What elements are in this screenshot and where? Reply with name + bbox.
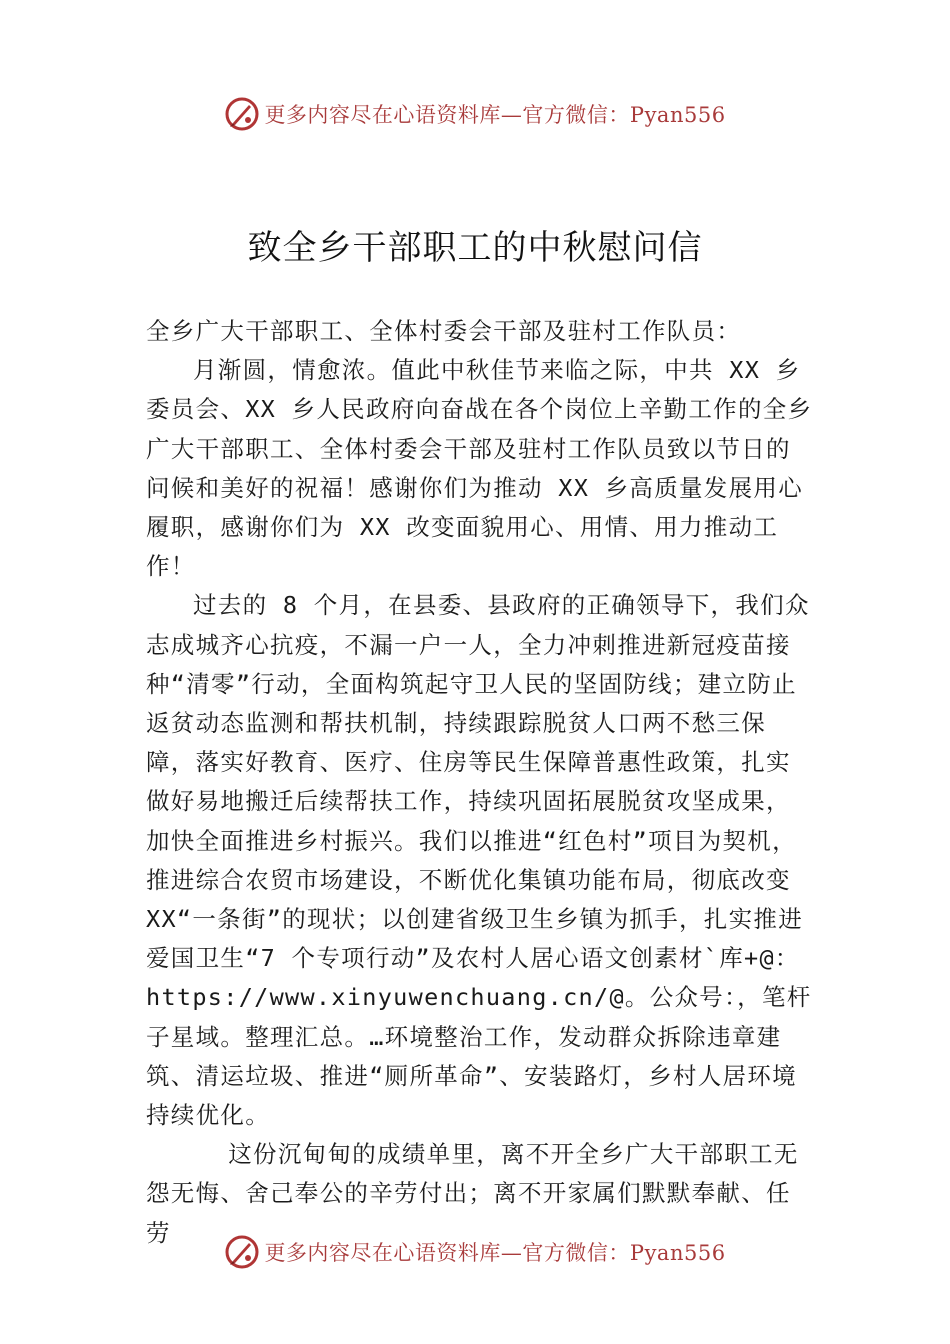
header-watermark-banner — [0, 94, 950, 134]
paragraph-3: 这份沉甸甸的成绩单里，离不开全乡广大干部职工无怨无悔、舍己奉公的辛劳付出；离不开家属们默默奉献、任劳 — [146, 1140, 799, 1247]
header-watermark-text: 更多内容尽在心语资料库—官方微信：Pyan556 — [264, 103, 726, 127]
footer-watermark-text: 更多内容尽在心语资料库—官方微信：Pyan556 — [264, 1241, 726, 1265]
footer-watermark-banner — [0, 1232, 950, 1272]
paragraph-1: 月渐圆，情愈浓。值此中秋佳节来临之际，中共 XX 乡委员会、XX 乡人民政府向奋战在各个岗位上辛勤工作的全乡广大干部职工、全体村委会干部及驻村工作队员致以节日的问候和美好的祝福！感谢你们为推动 XX 乡高质量发展用心履职，感谢你们为 XX 改变面貌用心、用情、用力推动工作！ — [146, 356, 813, 581]
quill-pen-logo-icon — [224, 1234, 260, 1270]
quill-pen-logo-icon — [224, 96, 260, 132]
salutation: 全乡广大干部职工、全体村委会干部及驻村工作队员： — [146, 317, 742, 345]
document-title: 致全乡干部职工的中秋慰问信 — [247, 228, 703, 268]
letter-body — [146, 312, 814, 1253]
paragraph-2: 过去的 8 个月，在县委、县政府的正确领导下，我们众志成城齐心抗疫，不漏一户一人，全力冲刺推进新冠疫苗接种“清零”行动，全面构筑起守卫人民的坚固防线；建立防止返贫动态监测和帮扶机制，持续跟踪脱贫人口两不愁三保障，落实好教育、医疗、住房等民生保障普惠性政策，扎实做好易地搬迁后续帮扶工作，持续巩固拓展脱贫攻坚成果， 加快全面推进乡村振兴。我们以推进“红色村”项目为契机， 推进综合农贸市场建设，不断优化集镇功能布局，彻底改变XX“一条街”的现状；以创建省级卫生乡镇为抓手，扎实推进爱国卫生“7 个专项行动”及农村人居心语文创素材`库+@：https://www.xinyuwenchuang.cn/@。公众号：，笔杆子星域。整理汇总。…环境整治工作，发动群众拆除违章建筑、清运垃圾、推进“厕所革命”、安装路灯，乡村人居环境持续优化。 — [146, 591, 812, 1130]
